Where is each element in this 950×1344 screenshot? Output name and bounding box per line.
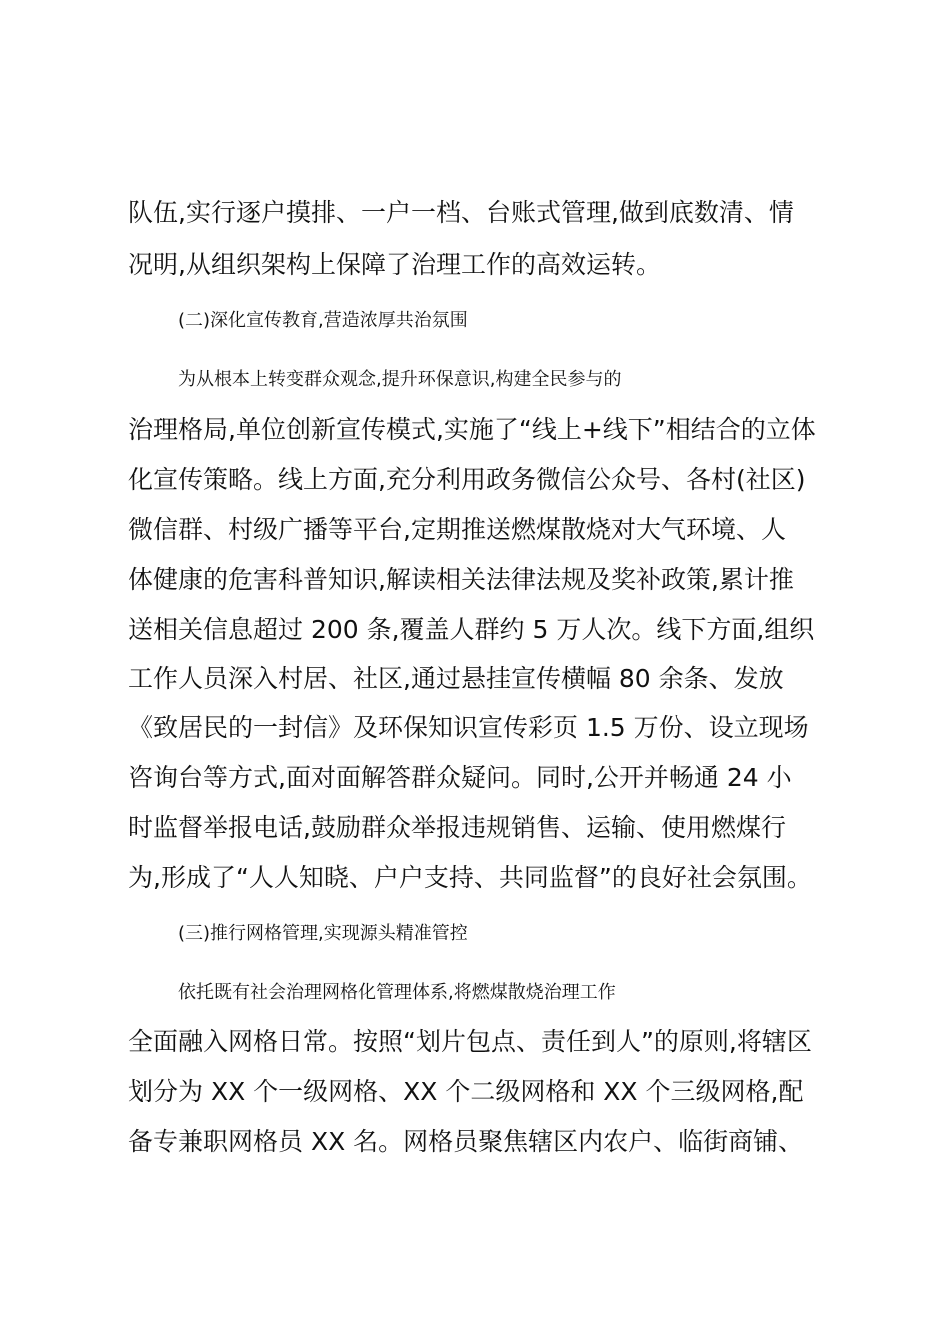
paragraph-line: 《致居民的一封信》及环保知识宣传彩页 1.5 万份、设立现场: [128, 713, 809, 742]
section-heading: (三)推行网格管理,实现源头精准管控: [178, 923, 468, 944]
paragraph-line: 备专兼职网格员 XX 名。网格员聚焦辖区内农户、临街商铺、: [128, 1127, 804, 1156]
paragraph-line: 时监督举报电话,鼓励群众举报违规销售、运输、使用燃煤行: [128, 813, 786, 842]
paragraph-line: 划分为 XX 个一级网格、XX 个二级网格和 XX 个三级网格,配: [128, 1077, 804, 1106]
paragraph-line: 全面融入网格日常。按照“划片包点、责任到人”的原则,将辖区: [128, 1027, 812, 1056]
paragraph-line: 送相关信息超过 200 条,覆盖人群约 5 万人次。线下方面,组织: [128, 615, 815, 644]
paragraph-line: 工作人员深入村居、社区,通过悬挂宣传横幅 80 余条、发放: [128, 664, 784, 693]
paragraph-line: 体健康的危害科普知识,解读相关法律法规及奖补政策,累计推: [128, 565, 794, 594]
paragraph-line: 为从根本上转变群众观念,提升环保意识,构建全民参与的: [178, 369, 622, 390]
paragraph-line: 依托既有社会治理网格化管理体系,将燃煤散烧治理工作: [178, 982, 616, 1003]
paragraph-line: 治理格局,单位创新宣传模式,实施了“线上+线下”相结合的立体: [128, 415, 816, 444]
section-heading: (二)深化宣传教育,营造浓厚共治氛围: [178, 310, 468, 331]
paragraph-line: 微信群、村级广播等平台,定期推送燃煤散烧对大气环境、人: [128, 515, 786, 544]
paragraph-line: 为,形成了“人人知晓、户户支持、共同监督”的良好社会氛围。: [128, 863, 812, 892]
paragraph-line: 况明,从组织架构上保障了治理工作的高效运转。: [128, 250, 661, 279]
paragraph-line: 咨询台等方式,面对面解答群众疑问。同时,公开并畅通 24 小: [128, 763, 792, 792]
paragraph-line: 队伍,实行逐户摸排、一户一档、台账式管理,做到底数清、情: [128, 198, 794, 227]
paragraph-line: 化宣传策略。线上方面,充分利用政务微信公众号、各村(社区): [128, 465, 806, 494]
